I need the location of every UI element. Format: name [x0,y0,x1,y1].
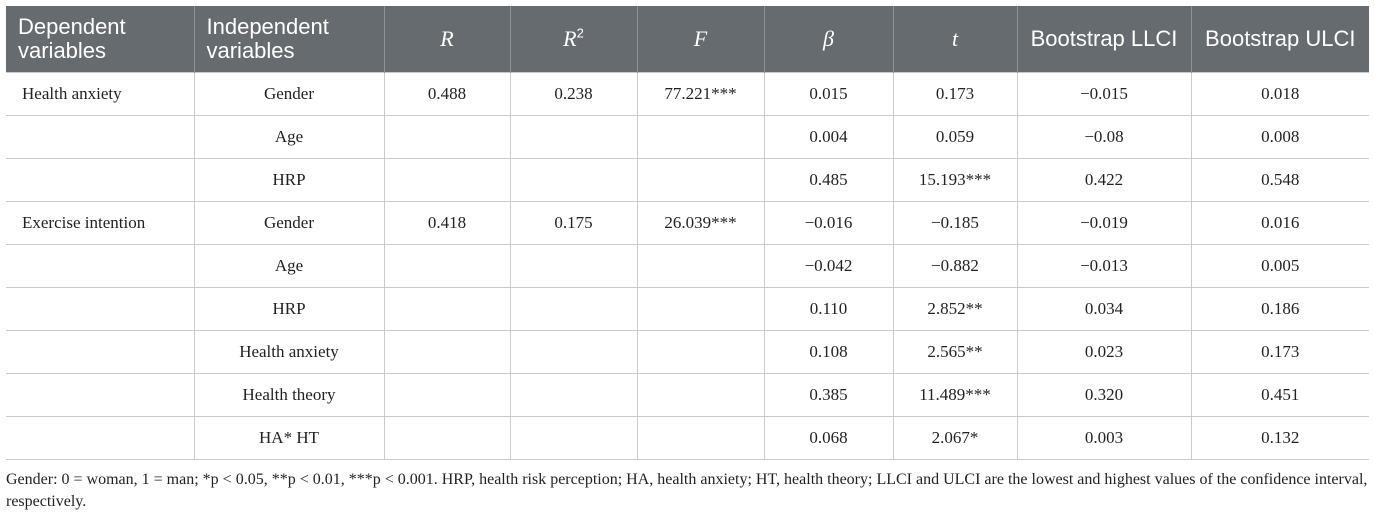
cell-r [384,159,510,202]
table-row [6,331,1369,374]
cell-r2 [510,331,637,374]
cell-r [384,288,510,331]
header-r2-text: R [563,26,577,51]
header-beta [764,6,893,73]
cell-r2 [510,245,637,288]
cell-beta: −0.042 [764,245,893,288]
table-row [6,374,1369,417]
table-row [6,417,1369,460]
cell-beta: 0.015 [764,73,893,116]
cell-indep: HRP [194,159,384,202]
cell-indep: Health anxiety [194,331,384,374]
cell-r2 [510,159,637,202]
header-llci: Bootstrap LLCI [1017,6,1191,73]
cell-beta: 0.485 [764,159,893,202]
table-row [6,159,1369,202]
cell-t: 0.173 [893,73,1017,116]
header-dependent: Dependent variables [6,6,194,73]
cell-t: 11.489*** [893,374,1017,417]
cell-dep [6,417,194,460]
table-row [6,245,1369,288]
cell-r2 [510,374,637,417]
cell-llci: −0.019 [1017,202,1191,245]
cell-t: 2.565** [893,331,1017,374]
cell-t: 0.059 [893,116,1017,159]
cell-t: 2.067* [893,417,1017,460]
table-row [6,288,1369,331]
cell-beta: 0.110 [764,288,893,331]
regression-table-container [6,6,1369,513]
cell-beta: 0.068 [764,417,893,460]
cell-f [637,331,764,374]
header-r2-sup: 2 [576,25,584,41]
cell-dep [6,331,194,374]
cell-f [637,116,764,159]
cell-beta: 0.108 [764,331,893,374]
cell-f: 26.039*** [637,202,764,245]
cell-beta: 0.385 [764,374,893,417]
header-t-text: t [951,26,959,51]
cell-f [637,159,764,202]
cell-indep: Gender [194,202,384,245]
cell-llci: −0.013 [1017,245,1191,288]
cell-llci: 0.023 [1017,331,1191,374]
cell-ulci: 0.186 [1191,288,1369,331]
cell-indep: Age [194,245,384,288]
cell-indep: Gender [194,73,384,116]
cell-r [384,331,510,374]
cell-ulci: 0.008 [1191,116,1369,159]
cell-r [384,245,510,288]
table-row [6,116,1369,159]
cell-llci: 0.034 [1017,288,1191,331]
table-body [6,73,1369,460]
cell-r [384,116,510,159]
cell-indep: Health theory [194,374,384,417]
header-f [637,6,764,73]
cell-indep: HA* HT [194,417,384,460]
cell-r [384,374,510,417]
cell-ulci: 0.173 [1191,331,1369,374]
cell-dep [6,245,194,288]
cell-dep [6,374,194,417]
header-r2 [510,6,637,73]
cell-ulci: 0.005 [1191,245,1369,288]
header-f-text: F [693,26,708,51]
cell-f [637,417,764,460]
cell-dep [6,288,194,331]
cell-llci: 0.422 [1017,159,1191,202]
cell-ulci: 0.451 [1191,374,1369,417]
cell-llci: −0.015 [1017,73,1191,116]
cell-r2 [510,116,637,159]
cell-indep: Age [194,116,384,159]
cell-ulci: 0.016 [1191,202,1369,245]
cell-ulci: 0.132 [1191,417,1369,460]
cell-dep [6,159,194,202]
cell-r [384,417,510,460]
cell-beta: −0.016 [764,202,893,245]
cell-r: 0.488 [384,73,510,116]
cell-f [637,245,764,288]
header-t [893,6,1017,73]
cell-beta: 0.004 [764,116,893,159]
cell-dep: Exercise intention [6,202,194,245]
header-ulci: Bootstrap ULCI [1191,6,1369,73]
cell-t: 2.852** [893,288,1017,331]
cell-llci: 0.320 [1017,374,1191,417]
cell-r2: 0.238 [510,73,637,116]
table-footnote: Gender: 0 = woman, 1 = man; *p < 0.05, **p < 0.01, ***p < 0.001. HRP, health risk perception; HA, health anxiety; HT, health theory; LLCI and ULCI are the lowest and highest values of the confidence interval, respectively. [6,471,1368,510]
cell-r2 [510,288,637,331]
cell-r2: 0.175 [510,202,637,245]
cell-indep: HRP [194,288,384,331]
table-row [6,73,1369,116]
cell-t: −0.185 [893,202,1017,245]
header-independent: Independent variables [194,6,384,73]
header-r [384,6,510,73]
cell-f [637,374,764,417]
cell-t: −0.882 [893,245,1017,288]
cell-t: 15.193*** [893,159,1017,202]
table-row [6,202,1369,245]
cell-r: 0.418 [384,202,510,245]
header-r-text: R [440,26,454,51]
header-beta-text: β [823,26,834,51]
cell-dep [6,116,194,159]
header-row [6,6,1369,73]
cell-llci: −0.08 [1017,116,1191,159]
cell-llci: 0.003 [1017,417,1191,460]
cell-dep: Health anxiety [6,73,194,116]
cell-f [637,288,764,331]
cell-ulci: 0.548 [1191,159,1369,202]
cell-r2 [510,417,637,460]
cell-ulci: 0.018 [1191,73,1369,116]
regression-table [6,6,1369,460]
cell-f: 77.221*** [637,73,764,116]
